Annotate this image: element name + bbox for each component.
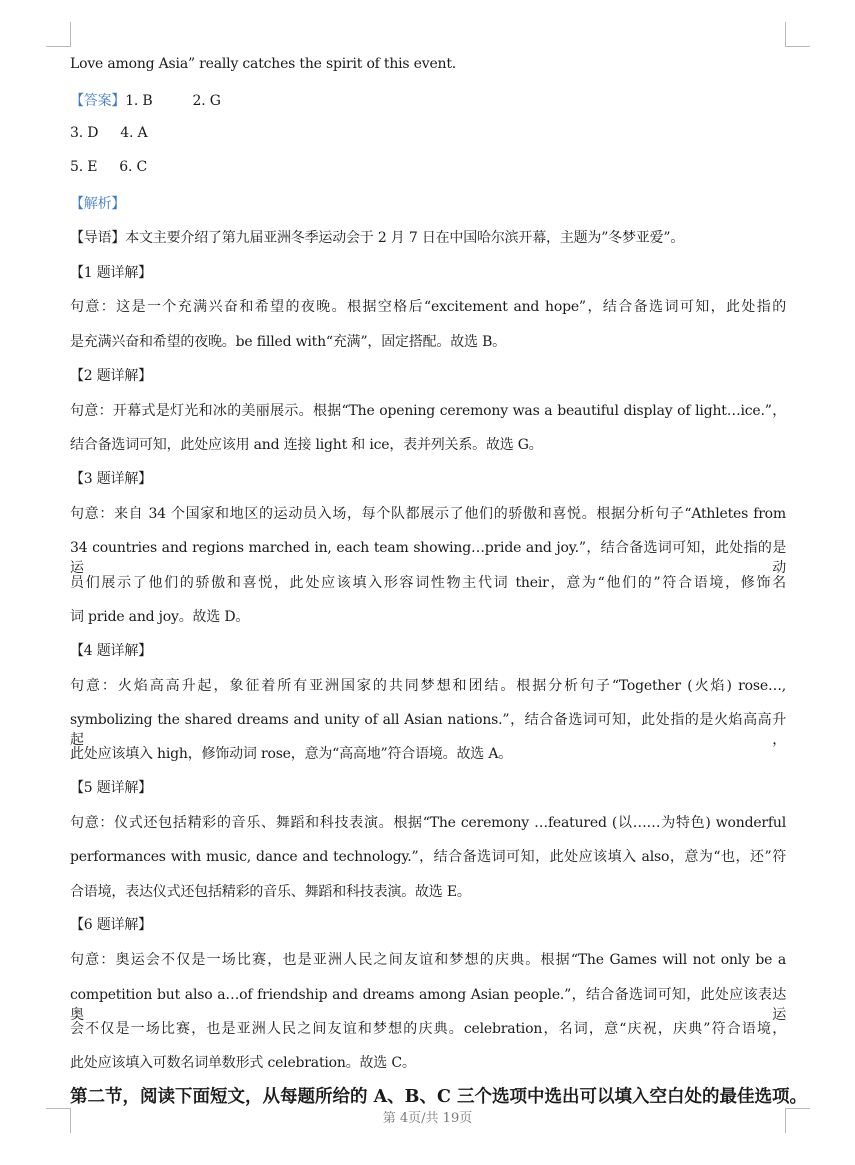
answer-row-3 bbox=[70, 159, 147, 175]
q6-line-3: 会不仅是一场比赛，也是亚洲人民之间友谊和梦想的庆典。celebration，名词，意“庆祝，庆典”符合语境， bbox=[70, 1021, 786, 1037]
q5-line-3: 合语境，表达仪式还包括精彩的音乐、舞蹈和科技表演。故选 E。 bbox=[70, 884, 471, 900]
q3-line-4: 词 pride and joy。故选 D。 bbox=[70, 609, 250, 625]
q3-heading: 【3 题详解】 bbox=[70, 471, 152, 487]
page-number: 第 4页/共 19页 bbox=[382, 1111, 473, 1126]
answer-1: 1. B bbox=[125, 93, 153, 109]
answer-label: 【答案】 bbox=[70, 93, 126, 109]
passage-tail-line: Love among Asia” really catches the spirit of this event. bbox=[70, 56, 457, 72]
analysis-label: 【解析】 bbox=[70, 196, 126, 212]
q2-line-2: 结合备选词可知，此处应该用 and 连接 light 和 ice，表并列关系。故选 G。 bbox=[70, 437, 543, 453]
q5-line-2: performances with music, dance and technology.”，结合备选词可知，此处应该填入 also，意为“也，还”符 bbox=[70, 849, 786, 865]
q6-line-1: 句意：奥运会不仅是一场比赛，也是亚洲人民之间友谊和梦想的庆典。根据“The Games will not only be a bbox=[70, 952, 786, 968]
q5-heading: 【5 题详解】 bbox=[70, 780, 152, 796]
intro-line: 【导语】本文主要介绍了第九届亚洲冬季运动会于 2 月 7 日在中国哈尔滨开幕，主题为”冬梦亚爱”。 bbox=[70, 230, 685, 246]
answer-3: 3. D bbox=[70, 125, 99, 141]
q1-line-2: 是充满兴奋和希望的夜晚。be filled with“充满”，固定搭配。故选 B。 bbox=[70, 334, 506, 350]
answer-4: 4. A bbox=[120, 125, 148, 141]
answer-6: 6. C bbox=[119, 159, 147, 175]
q4-line-2: symbolizing the shared dreams and unity of all Asian nations.”，结合备选词可知，此处指的是火焰高高升起， bbox=[70, 712, 786, 748]
q3-line-3: 员们展示了他们的骄傲和喜悦，此处应该填入形容词性物主代词 their，意为“他们的”符合语境，修饰名 bbox=[70, 575, 786, 591]
crop-mark-top-right bbox=[785, 22, 810, 47]
q5-line-1: 句意：仪式还包括精彩的音乐、舞蹈和科技表演。根据“The ceremony …featured (以……为特色) wonderful bbox=[70, 815, 786, 831]
q2-line-1: 句意：开幕式是灯光和冰的美丽展示。根据“The opening ceremony was a beautiful display of light…ice.”， bbox=[70, 403, 786, 419]
crop-mark-top-left bbox=[46, 22, 71, 47]
answer-row-2 bbox=[70, 125, 147, 141]
q6-line-4: 此处应该填入可数名词单数形式 celebration。故选 C。 bbox=[70, 1055, 416, 1071]
q4-line-1: 句意：火焰高高升起，象征着所有亚洲国家的共同梦想和团结。根据分析句子“Together (火焰) rose…, bbox=[70, 678, 786, 694]
q4-line-3: 此处应该填入 high，修饰动词 rose，意为“高高地”符合语境。故选 A。 bbox=[70, 746, 513, 762]
q3-line-2: 34 countries and regions marched in, each team showing…pride and joy.”，结合备选词可知，此处指的是运动 bbox=[70, 540, 786, 576]
q2-heading: 【2 题详解】 bbox=[70, 368, 152, 384]
section-2-heading: 第二节，阅读下面短文，从每题所给的 A、B、C 三个选项中选出可以填入空白处的最佳选项。 bbox=[70, 1087, 807, 1107]
q1-heading: 【1 题详解】 bbox=[70, 265, 152, 281]
q6-heading: 【6 题详解】 bbox=[70, 917, 152, 933]
q4-heading: 【4 题详解】 bbox=[70, 643, 152, 659]
q3-line-1: 句意：来自 34 个国家和地区的运动员入场，每个队都展示了他们的骄傲和喜悦。根据分析句子“Athletes from bbox=[70, 506, 786, 522]
answer-row-1 bbox=[70, 90, 221, 110]
q6-line-2: competition but also a…of friendship and dreams among Asian people.”，结合备选词可知，此处应该表达奥运 bbox=[70, 987, 786, 1023]
answer-5: 5. E bbox=[70, 159, 98, 175]
q1-line-1: 句意：这是一个充满兴奋和希望的夜晚。根据空格后“excitement and hope”，结合备选词可知，此处指的 bbox=[70, 299, 786, 315]
answer-2: 2. G bbox=[192, 93, 221, 109]
